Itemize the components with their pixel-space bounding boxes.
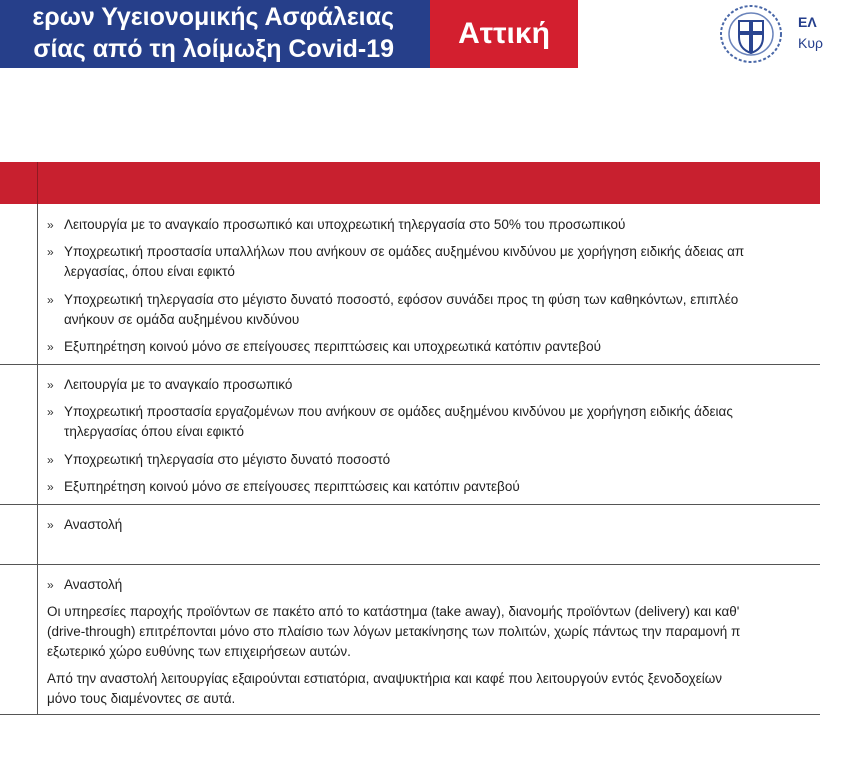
- bullet-marker: »: [47, 480, 54, 494]
- list-item: [47, 337, 601, 357]
- list-item-text: Υποχρεωτική τηλεργασία στο μέγιστο δυνατό ποσοστό, εφόσον συνάδει προς τη φύση των καθηκόντων, επιπλέο: [64, 292, 739, 307]
- paragraph: [47, 669, 722, 709]
- list-item: [47, 290, 738, 330]
- ministry-name-line1: ΕΛ: [798, 14, 817, 30]
- header-title-line1: ερων Υγειονομικής Ασφάλειας: [32, 3, 394, 31]
- table-row-divider: [0, 564, 820, 565]
- ministry-name-line2: Κυρ: [798, 35, 823, 51]
- region-badge: Αττική: [430, 0, 578, 68]
- table-row-divider: [0, 364, 820, 365]
- table-row-divider: [0, 714, 820, 715]
- bullet-marker: »: [47, 245, 54, 259]
- table-header-cell-measures: [38, 162, 820, 204]
- list-item-text: Υποχρεωτική τηλεργασία στο μέγιστο δυνατό ποσοστό: [64, 452, 391, 467]
- table-header: [0, 162, 820, 204]
- list-item: [47, 450, 390, 470]
- paragraph-line: (drive-through) επιτρέπονται μόνο στο πλαίσιο των λόγων μετακίνησης των πολιτών, χωρίς πάντως την παραμονή π: [47, 624, 741, 639]
- bullet-marker: »: [47, 578, 54, 592]
- list-item-text: ανήκουν σε ομάδα αυξημένου κινδύνου: [64, 312, 300, 327]
- list-item-text: Εξυπηρέτηση κοινού μόνο σε επείγουσες περιπτώσεις και υποχρεωτικά κατόπιν ραντεβού: [64, 339, 601, 354]
- paragraph: [47, 602, 740, 662]
- list-item-text: Υποχρεωτική προστασία εργαζομένων που ανήκουν σε ομάδες αυξημένου κινδύνου με χορήγηση ειδικής άδειας: [64, 404, 733, 419]
- list-item-text: λεργασίας, όπου είναι εφικτό: [64, 264, 235, 279]
- paragraph-line: Από την αναστολή λειτουργίας εξαιρούνται εστιατόρια, αναψυκτήρια και καφέ που λειτουργούν εντός ξενοδοχείων: [47, 671, 723, 686]
- greek-coat-of-arms-icon: [718, 3, 784, 65]
- list-item: [47, 215, 625, 235]
- list-item-text: Υποχρεωτική προστασία υπαλλήλων που ανήκουν σε ομάδες αυξημένου κινδύνου με χορήγηση ειδικής άδειας απ: [64, 244, 745, 259]
- list-item: [47, 575, 122, 595]
- table-row-divider: [0, 504, 820, 505]
- list-item-text: Λειτουργία με το αναγκαίο προσωπικό: [64, 377, 293, 392]
- list-item: [47, 477, 520, 497]
- paragraph-line: μόνο τους διαμένοντες σε αυτά.: [47, 691, 236, 706]
- list-item: [47, 242, 744, 282]
- bullet-marker: »: [47, 293, 54, 307]
- list-item: [47, 375, 292, 395]
- table-column-divider: [37, 204, 38, 715]
- list-item-text: Αναστολή: [64, 577, 123, 592]
- list-item-text: Αναστολή: [64, 517, 123, 532]
- bullet-marker: »: [47, 453, 54, 467]
- bullet-marker: »: [47, 518, 54, 532]
- bullet-marker: »: [47, 340, 54, 354]
- list-item-text: Εξυπηρέτηση κοινού μόνο σε επείγουσες περιπτώσεις και κατόπιν ραντεβού: [64, 479, 520, 494]
- bullet-marker: »: [47, 405, 54, 419]
- table-header-divider: [37, 162, 38, 204]
- paragraph-line: Οι υπηρεσίες παροχής προϊόντων σε πακέτο από το κατάστημα (take away), διανομής προϊόντων (delivery) και καθ': [47, 604, 740, 619]
- table-header-cell-category: [0, 162, 37, 204]
- paragraph-line: εξωτερικό χώρο ευθύνης των επιχειρήσεων αυτών.: [47, 644, 351, 659]
- list-item: [47, 515, 122, 535]
- list-item-text: τηλεργασίας όπου είναι εφικτό: [64, 424, 245, 439]
- header-title-line2: σίας από τη λοίμωξη Covid-19: [33, 35, 394, 63]
- list-item-text: Λειτουργία με το αναγκαίο προσωπικό και υποχρεωτική τηλεργασία στο 50% του προσωπικού: [64, 217, 626, 232]
- list-item: [47, 402, 733, 442]
- bullet-marker: »: [47, 218, 54, 232]
- bullet-marker: »: [47, 378, 54, 392]
